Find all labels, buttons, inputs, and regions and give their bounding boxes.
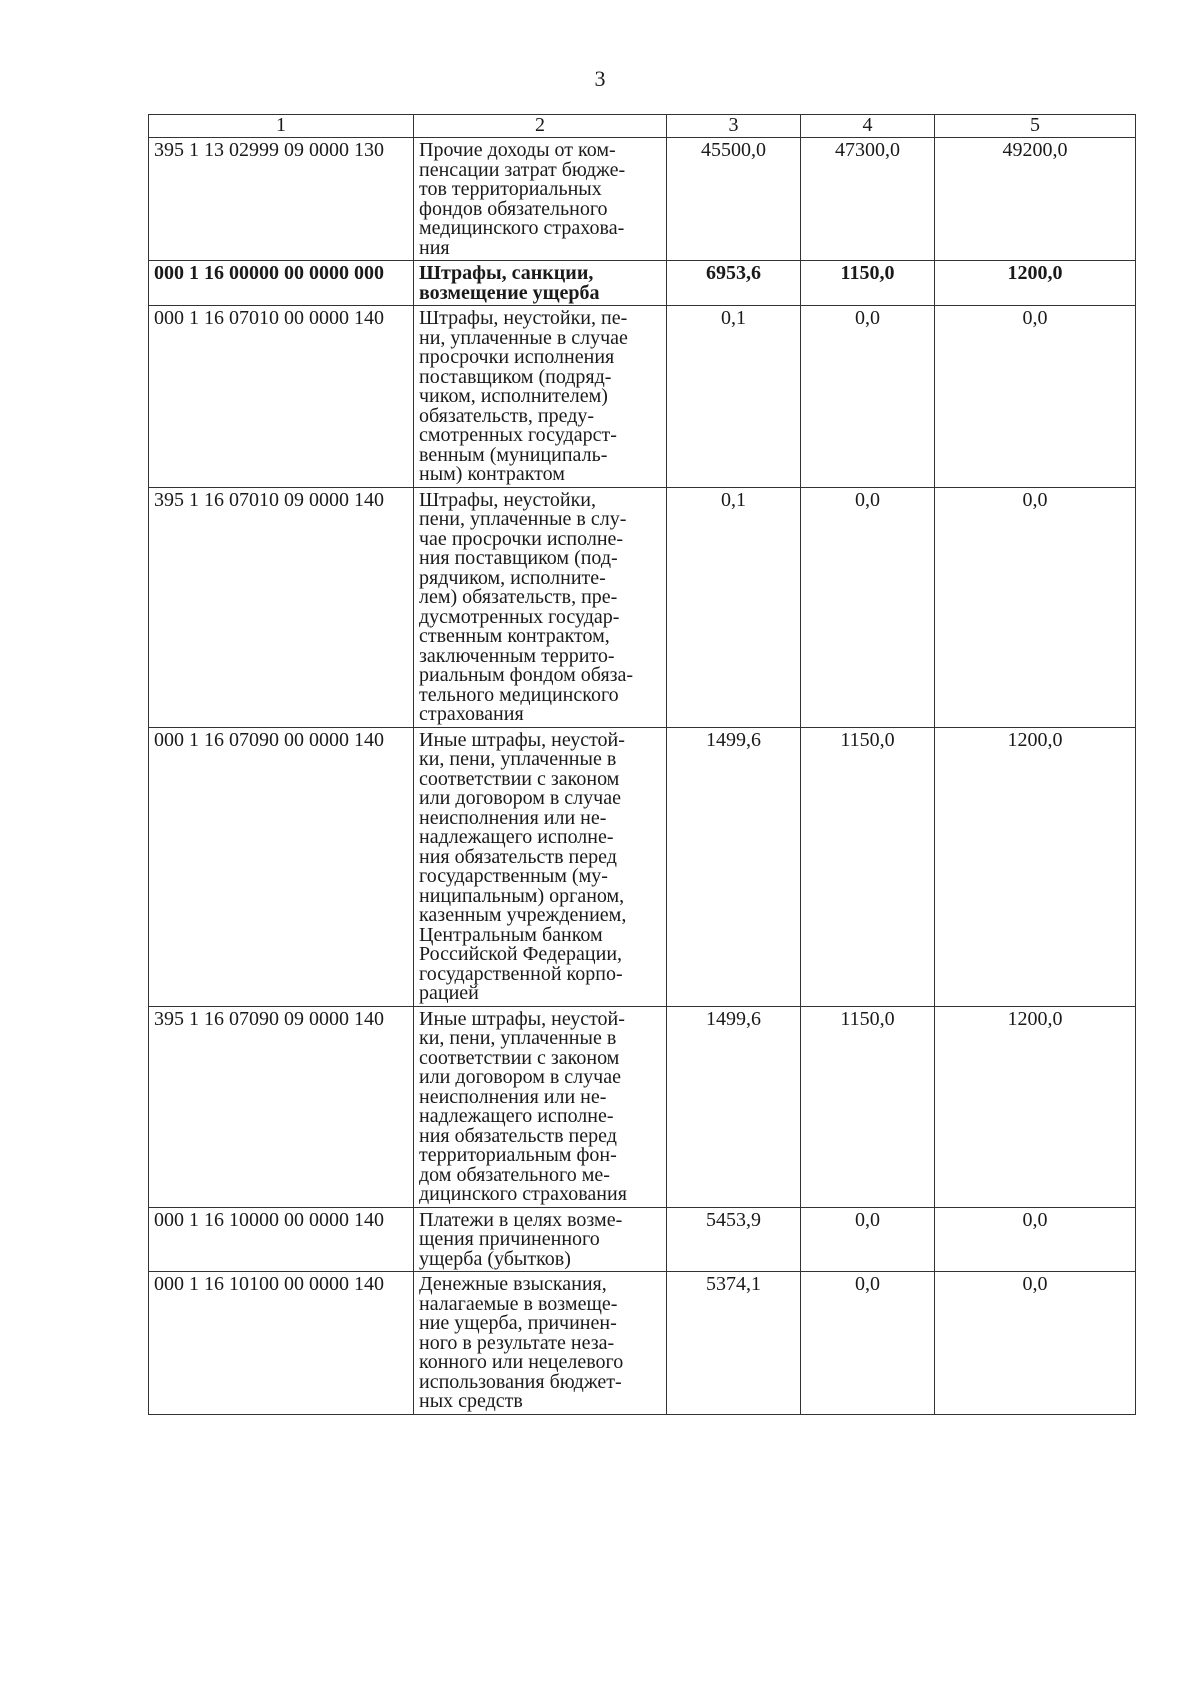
amount-cell-v5: 0,0	[935, 1272, 1136, 1415]
budget-code-cell: 395 1 16 07090 09 0000 140	[149, 1006, 414, 1207]
header-col-4: 4	[801, 115, 935, 138]
revenue-name-line: тельного медицинского	[419, 683, 619, 706]
revenue-name-line: Штрафы, неустойки, пе-	[419, 307, 628, 329]
revenue-name-line: Денежные взыскания,	[419, 1273, 607, 1295]
budget-code-cell: 000 1 16 07010 00 0000 140	[149, 306, 414, 488]
revenue-name-line: дом обязательного ме-	[419, 1163, 610, 1186]
revenue-name-line: государственной корпо-	[419, 962, 623, 985]
revenue-name-line: ния	[419, 236, 450, 259]
revenue-name-line: пенсации затрат бюдже-	[419, 158, 626, 181]
amount-cell-v4: 47300,0	[801, 138, 935, 261]
revenue-name-cell	[414, 306, 667, 488]
budget-code-cell: 000 1 16 07090 00 0000 140	[149, 727, 414, 1006]
amount-cell-v3: 1499,6	[667, 1006, 801, 1207]
revenue-name-cell	[414, 487, 667, 727]
revenue-name-cell	[414, 1006, 667, 1207]
amount-cell-v4: 0,0	[801, 1207, 935, 1272]
revenue-name-cell	[414, 1207, 667, 1272]
revenue-name-line: надлежащего исполне-	[419, 1105, 614, 1127]
revenue-name-line: использования бюджет-	[419, 1370, 622, 1393]
revenue-name-line: медицинского страхова-	[419, 217, 625, 239]
amount-cell-v3: 1499,6	[667, 727, 801, 1006]
revenue-name-cell	[414, 1272, 667, 1415]
revenue-name-line: ния поставщиком (под-	[419, 547, 618, 569]
revenue-name-line: возмещение ущерба	[419, 281, 600, 304]
revenue-name-line: Платежи в целях возме-	[419, 1208, 623, 1231]
table-row	[149, 306, 1136, 488]
revenue-name-line: лем) обязательств, пре-	[419, 586, 618, 608]
amount-cell-v5: 0,0	[935, 1207, 1136, 1272]
revenue-name-line: заключенным террито-	[419, 644, 615, 667]
revenue-name-line: ние ущерба, причинен-	[419, 1312, 617, 1334]
revenue-name-line: Иные штрафы, неустой-	[419, 728, 625, 751]
revenue-name-line: пени, уплаченные в слу-	[419, 508, 627, 530]
table-row	[149, 487, 1136, 727]
amount-cell-v5: 49200,0	[935, 138, 1136, 261]
revenue-name-line: тов территориальных	[419, 178, 602, 200]
revenue-name-cell	[414, 138, 667, 261]
revenue-name-line: страхования	[419, 703, 524, 725]
amount-cell-v4: 0,0	[801, 487, 935, 727]
amount-cell-v4: 1150,0	[801, 727, 935, 1006]
amount-cell-v3: 5374,1	[667, 1272, 801, 1415]
revenue-name-line: просрочки исполнения	[419, 346, 615, 368]
budget-code-cell: 000 1 16 10000 00 0000 140	[149, 1207, 414, 1272]
revenue-name-line: ния обязательств перед	[419, 1124, 617, 1147]
table-row	[149, 261, 1136, 306]
revenue-name-line: Иные штрафы, неустой-	[419, 1007, 625, 1030]
revenue-name-line: Штрафы, санкции,	[419, 262, 594, 284]
revenue-name-line: ки, пени, уплаченные в	[419, 1027, 617, 1049]
amount-cell-v3: 0,1	[667, 306, 801, 488]
revenue-name-line: территориальным фон-	[419, 1144, 617, 1166]
revenue-name-line: смотренных государст-	[419, 424, 617, 446]
revenue-name-line: казенным учреждением,	[419, 904, 627, 926]
revenue-name-line: рацией	[419, 982, 479, 1004]
revenue-name-line: щения причиненного	[419, 1228, 600, 1250]
revenue-name-cell	[414, 727, 667, 1006]
page-number: 3	[594, 66, 606, 91]
header-col-3: 3	[667, 115, 801, 138]
revenue-name-line: ным) контрактом	[419, 463, 565, 485]
revenue-name-line: соответствии с законом	[419, 1046, 620, 1069]
table-row	[149, 727, 1136, 1006]
revenue-name-line: ки, пени, уплаченные в	[419, 748, 617, 770]
table-body	[149, 115, 1136, 1415]
amount-cell-v5: 0,0	[935, 487, 1136, 727]
amount-cell-v5: 0,0	[935, 306, 1136, 488]
revenue-name-line: ущерба (убытков)	[419, 1247, 571, 1270]
table-header-row	[149, 115, 1136, 138]
revenue-name-line: соответствии с законом	[419, 767, 620, 790]
revenue-name-cell	[414, 261, 667, 306]
revenue-name-line: ни, уплаченные в случае	[419, 326, 628, 349]
revenue-name-line: риальным фондом обяза-	[419, 664, 634, 686]
revenue-name-line: ственным контрактом,	[419, 625, 610, 647]
revenue-name-line: рядчиком, исполните-	[419, 566, 606, 589]
table-row	[149, 1272, 1136, 1415]
revenue-name-line: неисполнения или не-	[419, 806, 607, 829]
budget-code-cell: 395 1 16 07010 09 0000 140	[149, 487, 414, 727]
revenue-name-line: чае просрочки исполне-	[419, 527, 624, 550]
amount-cell-v3: 0,1	[667, 487, 801, 727]
amount-cell-v4: 0,0	[801, 306, 935, 488]
revenue-name-line: или договором в случае	[419, 787, 621, 809]
amount-cell-v4: 1150,0	[801, 1006, 935, 1207]
revenue-name-line: или договором в случае	[419, 1066, 621, 1088]
amount-cell-v3: 5453,9	[667, 1207, 801, 1272]
amount-cell-v3: 45500,0	[667, 138, 801, 261]
revenue-name-line: чиком, исполнителем)	[419, 385, 608, 407]
revenue-name-line: Прочие доходы от ком-	[419, 139, 616, 161]
amount-cell-v3: 6953,6	[667, 261, 801, 306]
revenue-name-line: Центральным банком	[419, 923, 603, 946]
revenue-name-line: обязательств, преду-	[419, 404, 595, 427]
revenue-name-line: дусмотренных государ-	[419, 605, 620, 628]
revenue-name-line: надлежащего исполне-	[419, 826, 614, 848]
revenue-name-line: Штрафы, неустойки,	[419, 488, 596, 511]
revenue-name-line: ниципальным) органом,	[419, 884, 625, 907]
revenue-name-line: фондов обязательного	[419, 197, 608, 220]
revenue-name-line: неисполнения или не-	[419, 1085, 607, 1108]
revenue-name-line: налагаемые в возмеще-	[419, 1292, 618, 1315]
table-row	[149, 1207, 1136, 1272]
table-row	[149, 138, 1136, 261]
amount-cell-v5: 1200,0	[935, 727, 1136, 1006]
amount-cell-v5: 1200,0	[935, 1006, 1136, 1207]
amount-cell-v5: 1200,0	[935, 261, 1136, 306]
budget-code-cell: 000 1 16 10100 00 0000 140	[149, 1272, 414, 1415]
amount-cell-v4: 0,0	[801, 1272, 935, 1415]
header-col-1: 1	[149, 115, 414, 138]
revenue-name-line: Российской Федерации,	[419, 943, 623, 965]
header-col-5: 5	[935, 115, 1136, 138]
revenue-name-line: ных средств	[419, 1390, 523, 1412]
revenue-name-line: венным (муниципаль-	[419, 443, 608, 466]
amount-cell-v4: 1150,0	[801, 261, 935, 306]
budget-code-cell: 395 1 13 02999 09 0000 130	[149, 138, 414, 261]
budget-code-cell: 000 1 16 00000 00 0000 000	[149, 261, 414, 306]
revenue-name-line: поставщиком (подряд-	[419, 365, 612, 388]
revenue-name-line: государственным (му-	[419, 865, 608, 887]
revenue-name-line: конного или нецелевого	[419, 1351, 624, 1373]
revenue-name-line: ния обязательств перед	[419, 845, 617, 868]
header-col-2: 2	[414, 115, 667, 138]
table-row	[149, 1006, 1136, 1207]
revenue-table	[148, 114, 1136, 1415]
revenue-name-line: ного в результате неза-	[419, 1331, 615, 1354]
revenue-name-line: дицинского страхования	[419, 1183, 627, 1205]
